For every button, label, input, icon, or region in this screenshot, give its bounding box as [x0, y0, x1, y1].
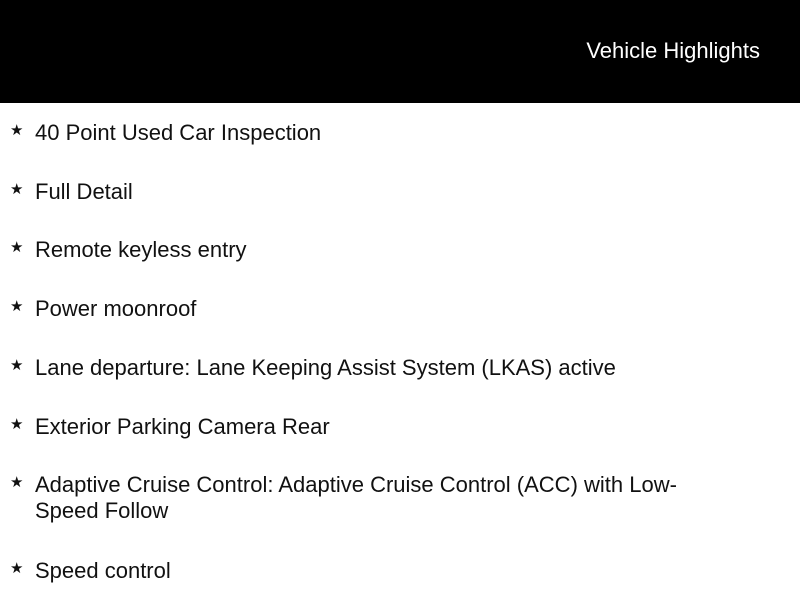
star-icon: ★ — [10, 298, 24, 315]
list-item-label: Lane departure: Lane Keeping Assist System (LKAS) active — [35, 355, 616, 380]
list-item-label: Adaptive Cruise Control: Adaptive Cruise Control (ACC) with Low-Speed Follow — [35, 472, 677, 523]
list-item-label: Remote keyless entry — [35, 237, 247, 262]
page-title: Vehicle Highlights — [586, 38, 760, 63]
star-icon: ★ — [10, 181, 24, 198]
star-icon: ★ — [10, 357, 24, 374]
star-icon: ★ — [10, 239, 24, 256]
star-icon: ★ — [10, 122, 24, 139]
list-item-label: Speed control — [35, 558, 171, 583]
star-icon: ★ — [10, 416, 24, 433]
list-item-label: Exterior Parking Camera Rear — [35, 414, 330, 439]
star-icon: ★ — [10, 560, 24, 577]
list-item-label: Full Detail — [35, 179, 133, 204]
list-item-label: 40 Point Used Car Inspection — [35, 120, 322, 145]
header-bar — [0, 0, 800, 103]
star-icon: ★ — [10, 474, 24, 491]
list-item-label: Power moonroof — [35, 296, 197, 321]
